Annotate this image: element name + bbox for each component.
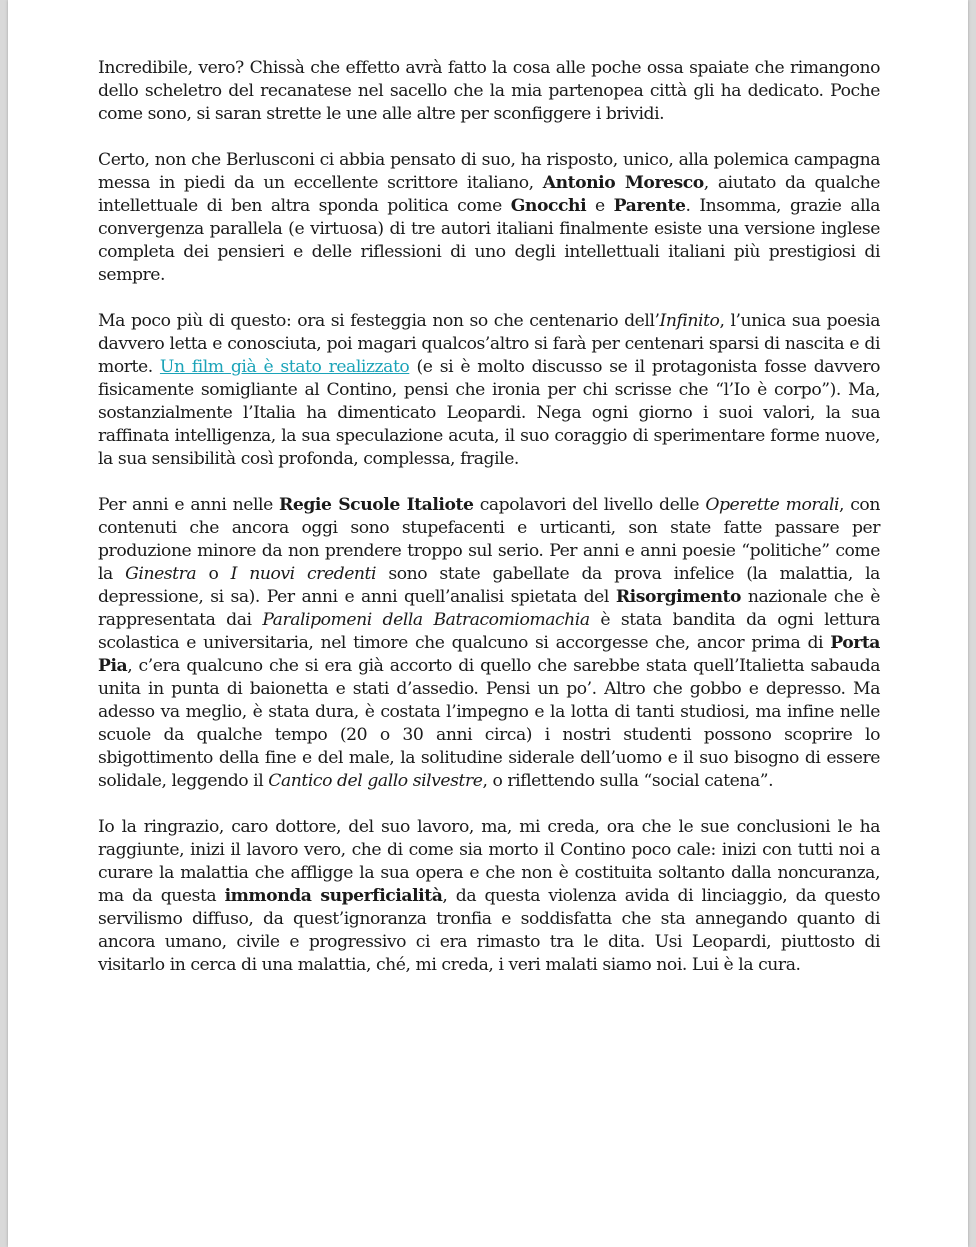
bold-porta-pia: Porta Pia bbox=[98, 633, 880, 676]
text-segment: Per anni e anni nelle bbox=[98, 495, 280, 515]
article-body bbox=[98, 57, 880, 1000]
bold-superficialita: immonda superficialità bbox=[224, 886, 443, 906]
text-segment: . Insomma, grazie alla convergenza parallela (e virtuosa) di tre autori italiani finalmente esiste una versione inglese completa dei pensieri e delle riflessioni di uno degli intellettuali italiani più prestigiosi di sempre. bbox=[98, 196, 881, 285]
paragraph-4 bbox=[98, 494, 880, 793]
paragraph-5 bbox=[98, 816, 880, 977]
text-segment: e bbox=[586, 196, 614, 216]
paragraph-1 bbox=[98, 57, 880, 126]
text-segment: , o riflettendo sulla “social catena”. bbox=[482, 771, 774, 791]
text-segment: , c’era qualcuno che si era già accorto di quello che sarebbe stata quell’Italietta sabauda unita in punta di baionetta e stati d’assedio. Pensi un po’. Altro che gobbo e depresso. Ma adesso va meglio, è stata dura, è costata l’impegno e la lotta di tanti studiosi, ma infine nelle scuole da qualche tempo (20 o 30 anni circa) i nostri studenti possono scoprire lo sbigottimento della fine e del male, la solitudine siderale dell’uomo e il suo bisogno di essere solidale, leggendo il bbox=[98, 656, 880, 791]
bold-name-parente: Parente bbox=[613, 196, 686, 216]
text-segment: capolavori del livello delle bbox=[473, 495, 706, 515]
italic-title-paralipomeni: Paralipomeni della Batracomiomachia bbox=[262, 610, 590, 630]
text-segment: , da questa violenza avida di linciaggio, da questo servilismo diffuso, da quest’ignoranza tronfia e soddisfatta che sta annegando quanto di ancora umano, civile e progressivo ci era rimasto tra le dita. Usi Leopardi, piuttosto di visitarlo in cerca di una malattia, ché, mi creda, i veri malati siamo noi. Lui è la cura. bbox=[98, 886, 880, 975]
document-page bbox=[8, 0, 968, 1247]
text-segment: o bbox=[196, 564, 231, 584]
paragraph-2 bbox=[98, 149, 880, 287]
paragraph-3 bbox=[98, 310, 880, 471]
text-segment: Certo, non che Berlusconi ci abbia pensato di suo, ha risposto, unico, alla polemica campagna messa in piedi da un eccellente scrittore italiano, bbox=[98, 150, 880, 193]
text-segment: nazionale che è rappresentata dai bbox=[98, 587, 880, 630]
italic-title-ginestra: Ginestra bbox=[125, 564, 197, 584]
bold-name-gnocchi: Gnocchi bbox=[510, 196, 587, 216]
text-segment: Incredibile, vero? Chissà che effetto avrà fatto la cosa alle poche ossa spaiate che rimangono dello scheletro del recanatese nel sacello che la mia partenopea città gli ha dedicato. Poche come sono, si saran strette le une alle altre per sconfiggere i brividi. bbox=[98, 58, 880, 124]
text-segment: sono state gabellate da prova infelice (la malattia, la depressione, si sa). Per anni e anni quell’analisi spietata del bbox=[98, 564, 880, 607]
text-segment: è stata bandita da ogni lettura scolastica e universitaria, nel timore che qualcuno si accorgesse che, ancor prima di bbox=[98, 610, 880, 653]
italic-title-infinito: Infinito bbox=[659, 311, 720, 331]
italic-title-nuovi-credenti: I nuovi credenti bbox=[230, 564, 377, 584]
text-segment: , aiutato da qualche intellettuale di ben altra sponda politica come bbox=[98, 173, 880, 216]
text-segment: Io la ringrazio, caro dottore, del suo lavoro, ma, mi creda, ora che le sue conclusioni le ha raggiunte, inizi il lavoro vero, che di come sia morto il Contino poco cale: inizi con tutti noi a curare la malattia che affligge la sua opera e che non è costituita soltanto dalla noncuranza, ma da questa bbox=[98, 817, 880, 906]
bold-name-moresco: Antonio Moresco bbox=[542, 173, 704, 193]
italic-title-cantico: Cantico del gallo silvestre bbox=[268, 771, 483, 791]
text-segment: , l’unica sua poesia davvero letta e conosciuta, poi magari qualcos’altro si farà per centenari sparsi di nascita e di morte. bbox=[98, 311, 881, 377]
italic-title-operette: Operette morali bbox=[705, 495, 840, 515]
bold-risorgimento: Risorgimento bbox=[615, 587, 742, 607]
text-segment: (e si è molto discusso se il protagonista fosse davvero fisicamente somigliante al Contino, pensi che ironia per chi scrisse che “l’Io è corpo”). Ma, sostanzialmente l’Italia ha dimenticato Leopardi. Nega ogni giorno i suoi valori, la sua raffinata intelligenza, la sua speculazione acuta, il suo coraggio di sperimentare forme nuove, la sua sensibilità così profonda, complessa, fragile. bbox=[98, 357, 880, 469]
bold-regie-scuole: Regie Scuole Italiote bbox=[279, 495, 474, 515]
text-segment: Ma poco più di questo: ora si festeggia non so che centenario dell’ bbox=[98, 311, 660, 331]
film-link[interactable]: Un film già è stato realizzato bbox=[159, 357, 410, 377]
text-segment: , con contenuti che ancora oggi sono stupefacenti e urticanti, son state fatte passare per produzione minore da non prendere troppo sul serio. Per anni e anni poesie “politiche” come la bbox=[98, 495, 880, 584]
